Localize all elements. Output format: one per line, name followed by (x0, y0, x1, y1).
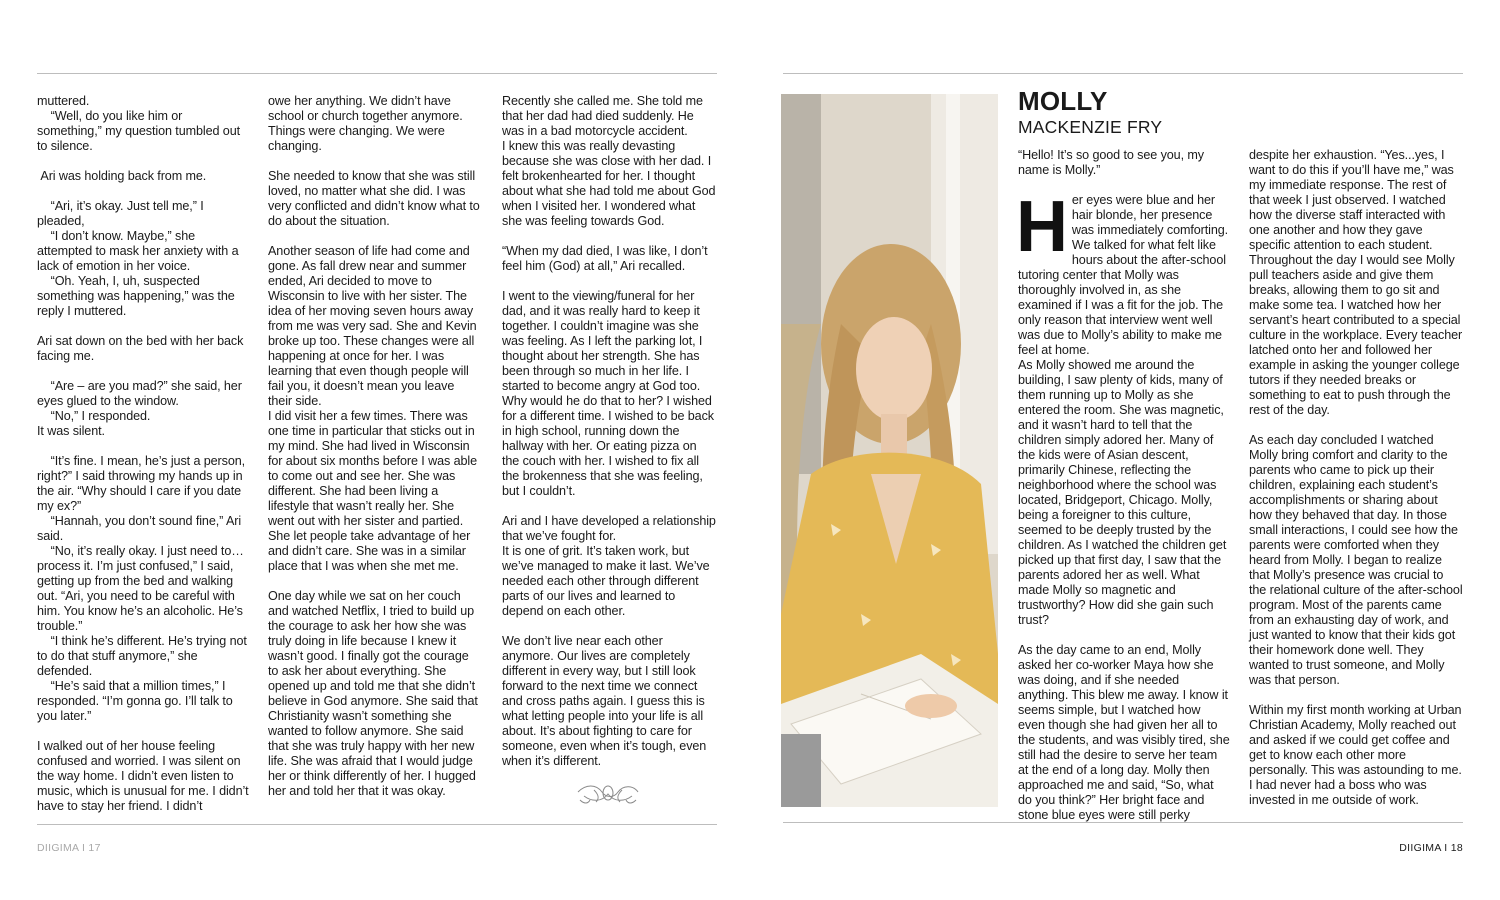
paragraph (1018, 628, 1230, 643)
article-author: MACKENZIE FRY (1018, 117, 1163, 137)
paragraph (37, 724, 249, 739)
paragraph (502, 619, 716, 634)
right-top-rule (783, 73, 1463, 74)
paragraph (37, 319, 249, 334)
right-page-column-2 (1249, 148, 1466, 808)
flourish-ornament-icon (574, 780, 642, 808)
paragraph: Ari sat down on the bed with her back facing me. (37, 334, 247, 363)
paragraph: It was silent. (37, 424, 105, 438)
paragraph (37, 364, 249, 379)
article-title: MOLLY (1018, 86, 1108, 116)
paragraph (502, 499, 716, 514)
left-page-column-2 (268, 94, 484, 799)
woman-reading-photo (781, 94, 998, 807)
paragraph: We don’t live near each other anymore. Our lives are completely different in every way, but I still look forward to the next time we connect and cross paths again. I guess this is what letting people into your life is all about. It’s about fighting to care for someone, even when it’s tough, even when it’s different. (502, 634, 710, 768)
right-page-column-1 (1016, 148, 1234, 823)
paragraph: “Ari, it’s okay. Just tell me,” I pleaded, (37, 199, 208, 228)
page-number-left: DIIGIMA I 17 (37, 842, 101, 854)
paragraph (268, 154, 480, 169)
left-page-column-1 (37, 94, 252, 814)
paragraph: I went to the viewing/funeral for her dad, and it was really hard to keep it together. I couldn’t imagine was she was feeling. As I left the parking lot, I thought about her strength. She has been through so much in her life. I started to become angry at God too. Why would he do that to her? I wished for a different time. I wished to be back in high school, running down the hallway with her. Or eating pizza on the couch with her. I wished to fix all the brokenness that she was feeling, but I couldn’t. (502, 289, 718, 498)
paragraph: Another season of life had come and gone. As fall drew near and summer ended, Ari decided to move to Wisconsin to live with her sister. The idea of her moving seven hours away from me was very sad. She and Kevin broke up too. These changes were all happening at once for her. I was learning that even though people will fail you, it doesn’t mean you leave their side. (268, 244, 480, 408)
lead-paragraph (1016, 187, 1232, 358)
drop-cap: H (1016, 187, 1068, 267)
paragraph (37, 154, 249, 169)
paragraph: “Oh. Yeah, I, uh, suspected something was happening,” was the reply I muttered. (37, 274, 239, 318)
paragraph (37, 184, 249, 199)
paragraph: I walked out of her house feeling confused and worried. I was silent on the way home. I didn’t even listen to music, which is unusual for me. I didn’t have to stay her friend. I didn’t (37, 739, 252, 813)
paragraph: Recently she called me. She told me that her dad had died suddenly. He was in a bad motorcycle accident. (502, 94, 707, 138)
left-page-column-3 (502, 94, 720, 769)
paragraph: “When my dad died, I was like, I don’t feel him (God) at all,” Ari recalled. (502, 244, 711, 273)
paragraph (502, 274, 716, 289)
paragraph: As Molly showed me around the building, I saw plenty of kids, many of them running up to Molly as she entered the room. She was magnetic, and it wasn’t hard to tell that the children simply adored her. Many of the kids were of Asian descent, primarily Chinese, reflecting the neighborhood where the school was located, Bridgeport, Chicago. Molly, being a foreigner to this culture, seemed to be deeply trusted by the children. As I watched the children get picked up that first day, I saw that the parents adored her as well. What made Molly so magnetic and trustworthy? How did she gain such trust? (1018, 358, 1230, 627)
paragraph: “I think he’s different. He’s trying not to do that stuff anymore,” she defended. (37, 634, 251, 678)
paragraph: owe her anything. We didn’t have school or church together anymore. Things were changing. We were changing. (268, 94, 466, 153)
paragraph (502, 229, 716, 244)
paragraph (37, 439, 249, 454)
intro-quote: “Hello! It’s so good to see you, my name is Molly.” (1018, 148, 1208, 177)
left-top-rule (37, 73, 717, 74)
paragraph: As the day came to an end, Molly asked her co-worker Maya how she was doing, and if she needed anything. This blew me away. I know it seems simple, but I watched how even though she had given her all to the students, and was visibly tired, she still had the desire to serve her team at the end of a long day. Molly then approached me and said, “So, what do you think?” Her bright face and stone blue eyes were still perky (1018, 643, 1234, 822)
paragraph (1249, 688, 1463, 703)
paragraph: Within my first month working at Urban Christian Academy, Molly reached out and asked if we could get coffee and get to know each other more personally. This was astounding to me. I had never had a boss who was invested in me outside of work. (1249, 703, 1466, 807)
paragraph: As each day concluded I watched Molly bring comfort and clarity to the parents who came to pick up their children, explaining each student’s accomplishments or sharing about how they behaved that day. In those small interactions, I could see how the parents were comforted when they heard from Molly. I began to realize that Molly’s presence was crucial to the relational culture of the after-school program. Most of the parents came from an exhausting day of work, and just wanted to know that their kids got their homework done well. They wanted to trust someone, and Molly was that person. (1249, 433, 1466, 687)
page-number-right: DIIGIMA I 18 (1399, 842, 1463, 854)
paragraph: “Are – are you mad?” she said, her eyes glued to the window. (37, 379, 246, 408)
paragraph: “Well, do you like him or something,” my question tumbled out to silence. (37, 109, 244, 153)
lead-text: er eyes were blue and her hair blonde, her presence was immediately comforting. We talked for what felt like hours about the after-school tutoring center that Molly was thoroughly involved in, as she examined if I was a fit for the job. The only reason that interview went well was due to Molly’s ability to make me feel at home. (1018, 193, 1232, 357)
paragraph: “Hannah, you don’t sound fine,” Ari said. (37, 514, 245, 543)
paragraph: Ari and I have developed a relationship that we’ve fought for. (502, 514, 720, 543)
paragraph: One day while we sat on her couch and watched Netflix, I tried to build up the courage to ask her how she was truly doing in life because I knew it wasn’t good. I finally got the courage to ask her about everything. She opened up and told me that she didn’t believe in God anymore. She said that Christianity wasn’t something she wanted to follow anymore. She said that she was truly happy with her new life. She was afraid that I would judge her or think differently of her. I hugged her and told her that it was okay. (268, 589, 482, 798)
paragraph: despite her exhaustion. “Yes...yes, I want to do this if you’ll have me,” was my immediate response. The rest of that week I just observed. I watched how the diverse staff interacted with one another and how they gave specific attention to each student. Throughout the day I would see Molly pull teachers aside and give them breaks, allowing them to go sit and make some tea. I watched how her servant’s heart contributed to a special culture in the workplace. Every teacher latched onto her and followed her example in asking the younger college tutors if they needed breaks or something to eat to push through the rest of the day. (1249, 148, 1466, 417)
paragraph: It is one of grit. It’s taken work, but we’ve managed to make it last. We’ve needed each other through different parts of our lives and learned to depend on each other. (502, 544, 713, 618)
paragraph: “I don’t know. Maybe,” she attempted to mask her anxiety with a lack of emotion in her voice. (37, 229, 242, 273)
left-bottom-rule (37, 824, 717, 825)
paragraph: I did visit her a few times. There was one time in particular that sticks out in my mind. She had lived in Wisconsin for about six months before I was able to come out and see her. She was different. She had been living a lifestyle that wasn’t really her. She went out with her sister and partied. She let people take advantage of her and didn’t care. She was in a similar place that I was when she met me. (268, 409, 481, 573)
paragraph: I knew this was really devasting because she was close with her dad. I felt brokenhearted for her. I thought about what she had told me about God when I visited her. I wondered what she was feeling towards God. (502, 139, 719, 228)
paragraph: She needed to know that she was still loved, no matter what she did. I was very conflicted and didn’t know what to do about the situation. (268, 169, 484, 228)
right-page-column-1-body (1018, 358, 1234, 823)
paragraph: Ari was holding back from me. (37, 169, 207, 183)
paragraph (268, 229, 480, 244)
paragraph: “No,” I responded. (37, 409, 151, 423)
paragraph (1249, 418, 1463, 433)
paragraph: “It’s fine. I mean, he’s just a person, right?” I said throwing my hands up in the air. “Why should I care if you date my ex?” (37, 454, 249, 513)
paragraph: muttered. (37, 94, 90, 108)
paragraph: “He’s said that a million times,” I responded. “I’m gonna go. I’ll talk to you later.” (37, 679, 237, 723)
paragraph (268, 574, 480, 589)
paragraph: “No, it’s really okay. I just need to… process it. I’m just confused,” I said, getting up from the bed and walking out. “Ari, you need to be careful with him. You know he’s an alcoholic. He’s trouble.” (37, 544, 248, 633)
